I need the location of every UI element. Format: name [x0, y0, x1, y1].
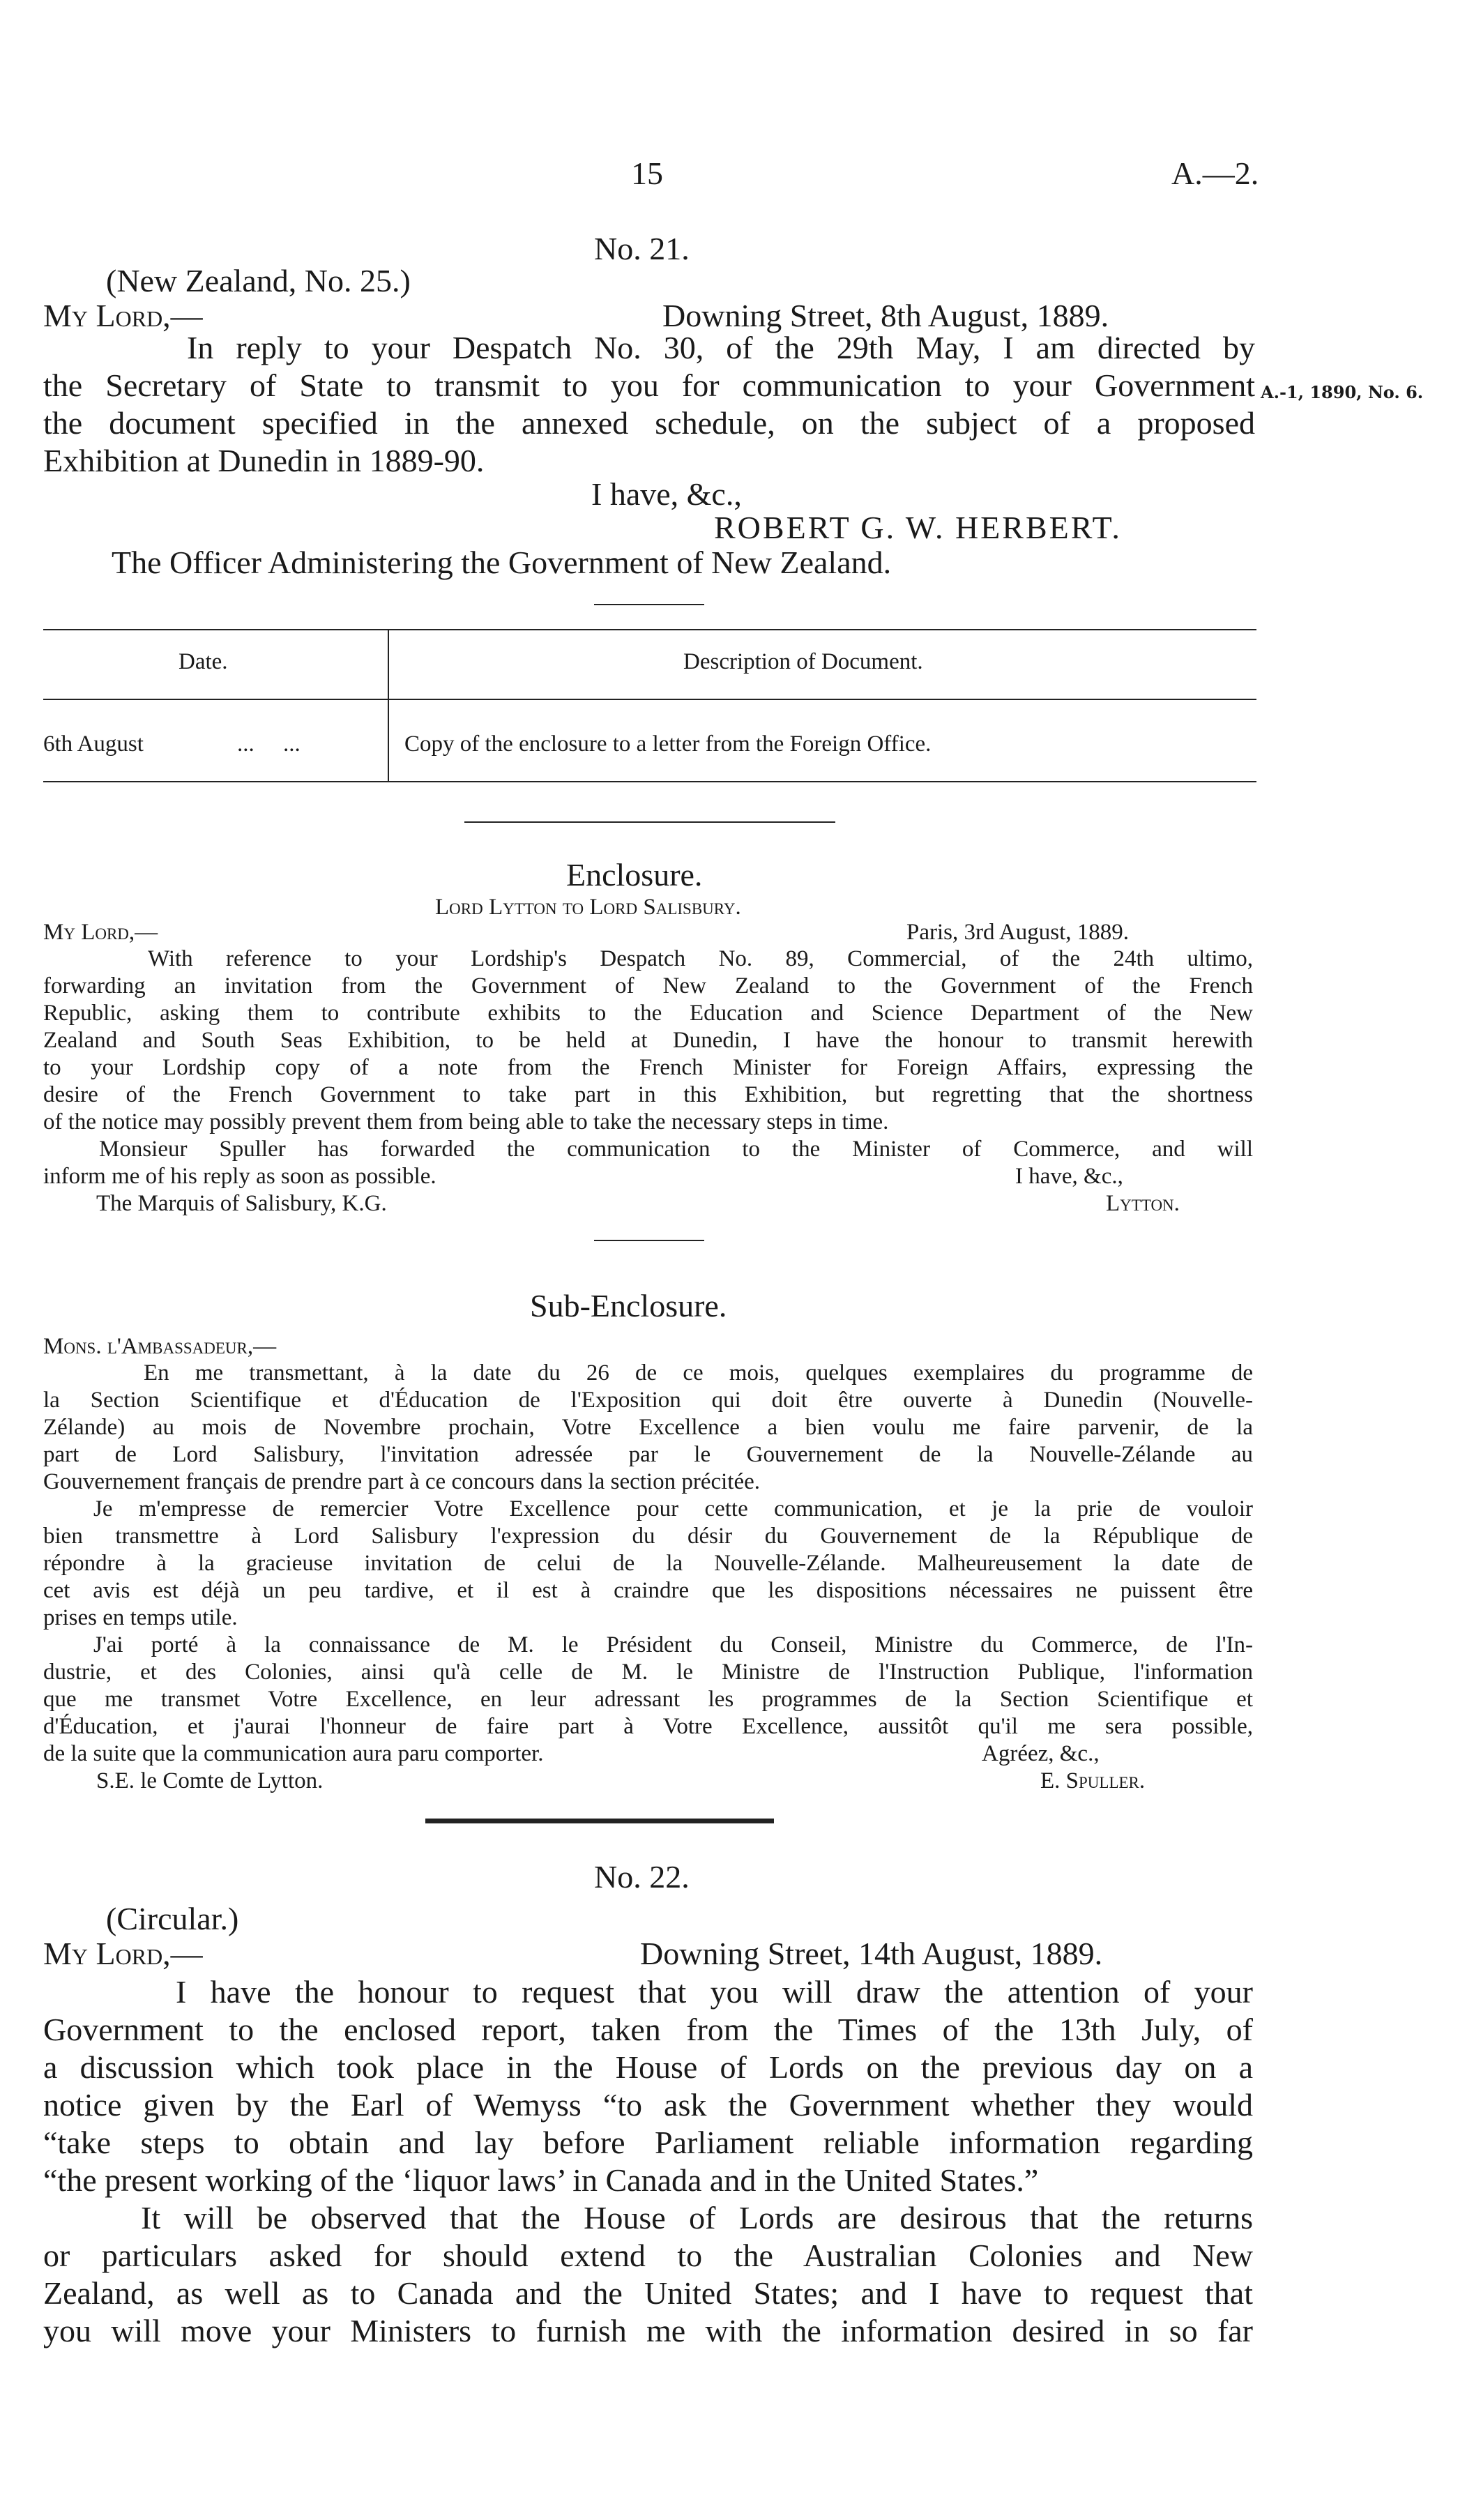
margin-note: A.-1, 1890, No. 6.	[1261, 382, 1424, 402]
text-line: Monsieur Spuller has forwarded the communication to the Minister of Commerce, and will	[99, 1137, 1253, 1162]
text-line: “take steps to obtain and lay before Parliament reliable information regarding	[43, 2125, 1253, 2160]
enclosure-addressee: The Marquis of Salisbury, K.G.	[96, 1191, 387, 1216]
divider	[464, 821, 835, 823]
dispatch-22-number: No. 22.	[594, 1859, 690, 1895]
text-line: forwarding an invitation from the Government of New Zealand to the Government of the French	[43, 973, 1253, 999]
body-line: In reply to your Despatch No. 30, of the 29th May, I am directed by	[187, 330, 1255, 365]
text-line: Government to the enclosed report, taken from the Times of the 13th July, of	[43, 2012, 1253, 2047]
page-number: 15	[631, 155, 663, 191]
text-line: a discussion which took place in the House of Lords on the previous day on a	[43, 2049, 1253, 2085]
dispatch-number: No. 21.	[594, 231, 690, 266]
text-line: la Section Scientifique et d'Éducation de l'Exposition qui doit être ouverte à Dunedin (Nouvelle-	[43, 1388, 1253, 1413]
text-line: d'Éducation, et j'aurai l'honneur de faire part à Votre Excellence, aussitôt qu'il me sera possible,	[43, 1714, 1253, 1739]
section-divider-thick	[425, 1819, 774, 1823]
text-line: cet avis est déjà un peu tardive, et il est à craindre que les dispositions nécessaires ne puissent être	[43, 1578, 1253, 1603]
table-bottom-rule	[43, 781, 1256, 782]
text-line: prises en temps utile.	[43, 1605, 238, 1630]
text-line: répondre à la gracieuse invitation de celui de la Nouvelle-Zélande. Malheureusement la date de	[43, 1551, 1253, 1576]
schedule-leader: ... ...	[237, 731, 301, 757]
text-line: notice given by the Earl of Wemyss “to ask the Government whether they would	[43, 2087, 1253, 2123]
sub-enclosure-salutation: Mons. l'Ambassadeur,—	[43, 1334, 277, 1359]
dispatch-22-type: (Circular.)	[106, 1901, 239, 1936]
text-line: desire of the French Government to take part in this Exhibition, but regretting that the shortness	[43, 1082, 1253, 1107]
sub-enclosure-addressee: S.E. le Comte de Lytton.	[96, 1768, 324, 1793]
text-line: or particulars asked for should extend to the Australian Colonies and New	[43, 2238, 1253, 2273]
enclosure-signature: Lytton.	[1106, 1191, 1180, 1216]
salutation: My Lord,—	[43, 298, 203, 333]
sub-enclosure-paragraph	[43, 1496, 1253, 1632]
dispatch-22-place-date: Downing Street, 14th August, 1889.	[640, 1936, 1103, 1971]
enclosure-title: Enclosure.	[566, 857, 703, 893]
schedule-description: Copy of the enclosure to a letter from the Foreign Office.	[404, 731, 932, 757]
column-header-description: Description of Document.	[683, 649, 923, 674]
dispatch-21-body	[43, 329, 1255, 480]
table-top-rule	[43, 629, 1256, 630]
enclosure-subtitle: Lord Lytton to Lord Salisbury.	[435, 895, 741, 920]
text-line: to your Lordship copy of a note from the French Minister for Foreign Affairs, expressing the	[43, 1055, 1253, 1080]
text-line: dustrie, et des Colonies, ainsi qu'à celle de M. le Ministre de l'Instruction Publique, l'information	[43, 1660, 1253, 1685]
text-line: I have the honour to request that you will draw the attention of your	[176, 1974, 1253, 2010]
body-line: the document specified in the annexed schedule, on the subject of a proposed	[43, 405, 1255, 441]
text-line: Je m'empresse de remercier Votre Excellence pour cette communication, et je la prie de vouloir	[93, 1496, 1253, 1521]
text-line: you will move your Ministers to furnish me with the information desired in so far	[43, 2313, 1253, 2348]
enclosure-closing: I have, &c.,	[1015, 1164, 1123, 1189]
text-line: Zélande) au mois de Novembre prochain, Votre Excellence a bien voulu me faire parvenir, de la	[43, 1415, 1253, 1440]
text-line: En me transmettant, à la date du 26 de ce mois, quelques exemplaires du programme de	[144, 1360, 1253, 1386]
text-line: With reference to your Lordship's Despatch No. 89, Commercial, of the 24th ultimo,	[148, 946, 1253, 971]
text-line: de la suite que la communication aura paru comporter.	[43, 1741, 544, 1766]
text-line: J'ai porté à la connaissance de M. le Président du Conseil, Ministre du Commerce, de l'In-	[93, 1632, 1253, 1657]
schedule-date: 6th August	[43, 731, 144, 757]
signature: ROBERT G. W. HERBERT.	[714, 510, 1122, 545]
enclosure-salutation: My Lord,—	[43, 920, 158, 945]
divider	[594, 1240, 704, 1241]
sub-enclosure-title: Sub-Enclosure.	[530, 1288, 727, 1323]
column-header-date: Date.	[178, 649, 228, 674]
table-column-rule	[388, 630, 389, 781]
document-reference: A.—2.	[1171, 155, 1259, 191]
table-header-rule	[43, 699, 1256, 700]
text-line: It will be observed that the House of Lords are desirous that the returns	[141, 2200, 1253, 2236]
enclosure-place-date: Paris, 3rd August, 1889.	[906, 920, 1130, 945]
text-line: of the notice may possibly prevent them from being able to take the necessary steps in time.	[43, 1109, 889, 1134]
text-line: Republic, asking them to contribute exhibits to the Education and Science Department of the New	[43, 1001, 1253, 1026]
text-line: Zealand and South Seas Exhibition, to be held at Dunedin, I have the honour to transmit herewith	[43, 1028, 1253, 1053]
colony-reference: (New Zealand, No. 25.)	[106, 263, 411, 298]
place-date: Downing Street, 8th August, 1889.	[662, 298, 1109, 333]
text-line: Zealand, as well as to Canada and the United States; and I have to request that	[43, 2275, 1253, 2311]
text-line: Gouvernement français de prendre part à ce concours dans la section précitée.	[43, 1469, 761, 1494]
dispatch-22-paragraph	[43, 2199, 1253, 2350]
text-line: “the present working of the ‘liquor laws’ in Canada and in the United States.”	[43, 2162, 1039, 2198]
dispatch-22-paragraph	[43, 1973, 1253, 2199]
sub-enclosure-paragraph	[43, 1360, 1253, 1496]
text-line: inform me of his reply as soon as possible.	[43, 1164, 436, 1189]
text-line: part de Lord Salisbury, l'invitation adressée par le Gouvernement de la Nouvelle-Zélande au	[43, 1442, 1253, 1467]
text-line: que me transmet Votre Excellence, en leur adressant les programmes de la Section Scientifique et	[43, 1687, 1253, 1712]
sub-enclosure-closing: Agréez, &c.,	[982, 1741, 1100, 1766]
sub-enclosure-signature: E. Spuller.	[1040, 1768, 1146, 1793]
body-line: the Secretary of State to transmit to you for communication to your Government	[43, 367, 1255, 403]
divider	[594, 604, 704, 605]
dispatch-22-salutation: My Lord,—	[43, 1936, 203, 1971]
body-line: Exhibition at Dunedin in 1889-90.	[43, 443, 485, 478]
addressee: The Officer Administering the Government of New Zealand.	[112, 545, 892, 580]
enclosure-paragraph	[43, 946, 1253, 1136]
closing: I have, &c.,	[591, 476, 742, 512]
text-line: bien transmettre à Lord Salisbury l'expression du désir du Gouvernement de la République de	[43, 1524, 1253, 1549]
